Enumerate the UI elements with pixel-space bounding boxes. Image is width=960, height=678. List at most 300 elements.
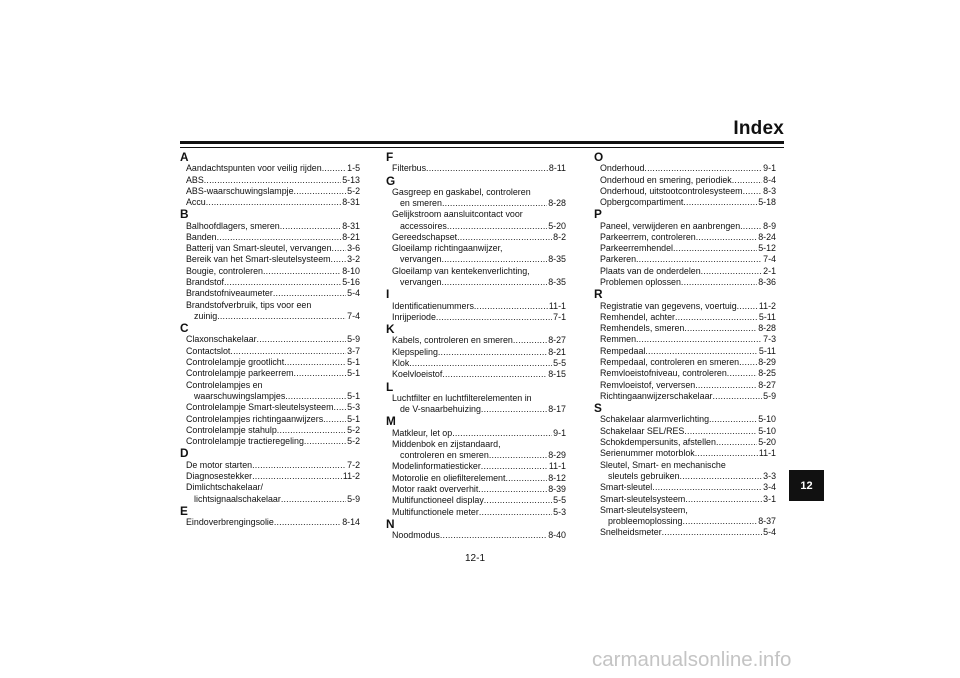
dot-leader: [252, 460, 346, 471]
dot-leader: [727, 368, 757, 379]
index-page-ref: 7-3: [763, 334, 776, 345]
index-letter-heading: F: [386, 150, 394, 164]
index-letter-heading: R: [594, 287, 603, 302]
index-entry-text: Rempedaal, controleren en smeren: [600, 357, 740, 368]
index-page-ref: 3-1: [763, 493, 776, 504]
dot-leader: [662, 527, 763, 538]
index-entry[interactable]: [594, 494, 776, 505]
index-entry[interactable]: [594, 232, 776, 243]
index-entry[interactable]: [386, 358, 566, 369]
index-entry[interactable]: [386, 484, 566, 495]
dot-leader: [695, 448, 758, 459]
index-entry-text: Remvloeistofniveau, controleren: [600, 368, 727, 379]
index-entry[interactable]: [386, 335, 566, 346]
index-page-ref: 5-1: [347, 413, 360, 424]
index-page-ref: 8-17: [548, 404, 566, 415]
index-entry[interactable]: [386, 369, 566, 380]
index-page-ref: 8-36: [758, 277, 776, 288]
index-entry-text: accessoires: [400, 220, 447, 231]
index-page-ref: 5-9: [347, 334, 360, 345]
index-page-ref: 11-1: [548, 461, 566, 472]
dot-leader: [739, 357, 757, 368]
index-page-ref: 3-7: [347, 345, 360, 356]
index-page-ref: 11-2: [342, 470, 360, 481]
index-page-ref: 11-2: [758, 300, 776, 311]
index-page-ref: 5-1: [347, 368, 360, 379]
index-page-ref: 8-35: [548, 277, 566, 288]
dot-leader: [478, 484, 547, 495]
dot-leader: [484, 495, 552, 506]
index-entry[interactable]: [594, 163, 776, 174]
index-entry-text: Brandstof: [186, 277, 224, 288]
index-page-ref: 5-11: [758, 345, 776, 356]
dot-leader: [481, 404, 547, 415]
index-letter-heading: G: [386, 173, 396, 188]
index-entry-text: Identificatienummers: [392, 300, 474, 311]
index-entry[interactable]: [386, 495, 566, 506]
dot-leader: [675, 312, 758, 323]
index-entry[interactable]: [594, 243, 776, 254]
dot-leader: [274, 517, 341, 528]
index-entry-text: Onderhoud: [600, 163, 645, 174]
index-entry[interactable]: [386, 232, 566, 243]
index-entry[interactable]: [180, 425, 360, 436]
index-entry-text: Multifunctionele meter: [392, 506, 479, 517]
index-entry[interactable]: [594, 414, 776, 425]
index-entry-text: Smart-sleutel: [600, 482, 653, 493]
index-column-3: [594, 151, 776, 539]
index-page-ref: 5-9: [347, 493, 360, 504]
index-entry[interactable]: [180, 391, 360, 402]
index-entry[interactable]: [386, 347, 566, 358]
index-entry[interactable]: [386, 507, 566, 518]
index-entry[interactable]: [180, 357, 360, 368]
dot-leader: [701, 266, 763, 277]
index-page-ref: 5-3: [553, 506, 566, 517]
dot-leader: [696, 232, 758, 243]
index-entry-text: Batterij van Smart-sleutel, vervangen: [186, 243, 332, 254]
index-entry-text: Dimlichtschakelaar/: [186, 482, 263, 493]
index-entry[interactable]: [180, 186, 360, 197]
dot-leader: [740, 221, 762, 232]
index-letter-heading: N: [386, 516, 395, 531]
index-entry-text: Multifunctioneel display: [392, 495, 484, 506]
index-page-ref: 5-1: [347, 390, 360, 401]
index-entry-text: Remmen: [600, 334, 637, 345]
index-page-ref: 8-28: [758, 323, 776, 334]
dot-leader: [685, 494, 762, 505]
dot-leader: [683, 197, 757, 208]
index-entry-text: Brandstofverbruik, tips voor een: [186, 299, 312, 310]
index-entry[interactable]: [180, 517, 360, 528]
index-entry[interactable]: [180, 402, 360, 413]
index-entry[interactable]: [594, 448, 776, 459]
dot-leader: [277, 425, 346, 436]
index-entry-text: Claxonschakelaar: [186, 334, 257, 345]
index-entry-text: Opbergcompartiment: [600, 197, 684, 208]
index-entry-text: Schakelaar SEL/RES: [600, 425, 685, 436]
index-page-ref: 8-39: [548, 484, 566, 495]
index-entry[interactable]: [386, 450, 566, 461]
dot-leader: [474, 301, 548, 312]
dot-leader: [636, 254, 762, 265]
index-entry-text: Noodmodus: [392, 530, 440, 541]
index-page-ref: 7-4: [347, 310, 360, 321]
index-entry-text: Remhendels, smeren: [600, 323, 685, 334]
index-entry-text: Kabels, controleren en smeren: [392, 335, 513, 346]
index-entry-text: de V-snaarbehuizing: [400, 404, 481, 415]
index-entry[interactable]: [180, 243, 360, 254]
index-entry[interactable]: [180, 232, 360, 243]
index-entry[interactable]: [594, 334, 776, 345]
dot-leader: [294, 368, 347, 379]
dot-leader: [441, 254, 547, 265]
index-entry[interactable]: [594, 266, 776, 277]
index-page-ref: 5-5: [553, 357, 566, 368]
header-rule-thin: [180, 147, 784, 148]
index-letter-heading: L: [386, 379, 394, 394]
dot-leader: [680, 471, 763, 482]
index-page-ref: 8-15: [548, 369, 566, 380]
index-page-ref: 5-16: [342, 277, 360, 288]
index-entry-text: Paneel, verwijderen en aanbrengen: [600, 220, 741, 231]
page-title: Index: [733, 118, 784, 139]
dot-leader: [644, 163, 762, 174]
index-entry-text: Luchtfilter en luchtfilterelementen in: [392, 392, 532, 403]
index-entry[interactable]: [386, 277, 566, 288]
index-page-ref: 5-5: [553, 495, 566, 506]
header-rule: [180, 141, 784, 144]
index-page-ref: 8-25: [758, 368, 776, 379]
index-entry[interactable]: [180, 471, 360, 482]
dot-leader: [206, 197, 342, 208]
index-entry-text: Gelijkstroom aansluitcontact voor: [392, 209, 523, 220]
index-page-ref: 9-1: [763, 163, 776, 174]
index-entry[interactable]: [180, 288, 360, 299]
dot-leader: [436, 312, 552, 323]
dot-leader: [333, 402, 346, 413]
dot-leader: [743, 186, 763, 197]
index-page-ref: 5-3: [347, 402, 360, 413]
index-entry[interactable]: [594, 221, 776, 232]
index-entry-text: Controlelampje Smart-sleutelsysteem: [186, 402, 334, 413]
index-page-ref: 5-4: [763, 527, 776, 538]
index-entry[interactable]: [386, 312, 566, 323]
index-entry-text: Gloeilamp van kentekenverlichting,: [392, 265, 530, 276]
dot-leader: [304, 436, 346, 447]
index-entry-text: Matkleur, let op: [392, 427, 453, 438]
dot-leader: [217, 232, 342, 243]
index-entry-text: Sleutel, Smart- en mechanische: [600, 459, 726, 470]
index-entry[interactable]: [594, 391, 776, 402]
dot-leader: [438, 347, 547, 358]
index-entry[interactable]: [180, 346, 360, 357]
index-page-ref: 5-9: [763, 390, 776, 401]
index-entry-text: Diagnosestekker: [186, 470, 253, 481]
index-page-ref: 8-29: [548, 450, 566, 461]
index-entry-text: Middenbok en zijstandaard,: [392, 438, 501, 449]
index-entry[interactable]: [386, 301, 566, 312]
index-page-ref: 3-3: [763, 470, 776, 481]
index-entry-text: Gasgreep en gaskabel, controleren: [392, 186, 531, 197]
dot-leader: [217, 311, 346, 322]
dot-leader: [684, 426, 757, 437]
index-page-ref: 5-10: [758, 414, 776, 425]
index-page-ref: 5-11: [758, 311, 776, 322]
watermark: carmanualsonline.info: [592, 648, 792, 671]
index-page-ref: 8-4: [763, 174, 776, 185]
index-entry[interactable]: [594, 254, 776, 265]
index-entry[interactable]: [180, 311, 360, 322]
index-entry-text: controleren en smeren: [400, 450, 489, 461]
index-entry[interactable]: [386, 254, 566, 265]
index-page-ref: 5-4: [347, 288, 360, 299]
index-page-ref: 8-31: [342, 220, 360, 231]
index-entry-text: Parkeren: [600, 254, 637, 265]
index-page-ref: 8-27: [758, 379, 776, 390]
index-entry-text: Bougie, controleren: [186, 265, 263, 276]
index-entry[interactable]: [594, 312, 776, 323]
dot-leader: [224, 277, 341, 288]
dot-leader: [652, 482, 762, 493]
dot-leader: [481, 461, 548, 472]
index-entry[interactable]: [594, 380, 776, 391]
index-entry[interactable]: [180, 494, 360, 505]
index-entry[interactable]: [594, 471, 776, 482]
index-entry-text: Koelvloeistof: [392, 369, 443, 380]
index-page-ref: 8-11: [548, 163, 566, 174]
index-column-2: [386, 151, 566, 541]
index-entry[interactable]: [386, 473, 566, 484]
index-entry-text: Controlelampje parkeerrem: [186, 368, 294, 379]
index-entry-text: Smart-sleutelsysteem,: [600, 504, 688, 515]
index-page-ref: 8-37: [758, 516, 776, 527]
index-entry-text: Richtingaanwijzerschakelaar: [600, 390, 713, 401]
index-entry-text: Klok: [392, 357, 410, 368]
dot-leader: [452, 428, 552, 439]
dot-leader: [263, 266, 341, 277]
dot-leader: [323, 414, 346, 425]
index-entry-text: Controlelampje stahulp: [186, 424, 277, 435]
index-entry-text: Inrijperiode: [392, 311, 436, 322]
index-letter-heading: K: [386, 322, 395, 337]
dot-leader: [681, 277, 757, 288]
index-entry-text: vervangen: [400, 254, 442, 265]
index-entry[interactable]: [594, 516, 776, 527]
dot-leader: [709, 414, 757, 425]
index-entry-text: Schokdempersunits, afstellen: [600, 437, 716, 448]
index-entry[interactable]: [594, 426, 776, 437]
index-page-ref: 5-2: [347, 185, 360, 196]
index-page-ref: 8-2: [553, 231, 566, 242]
dot-leader: [684, 323, 757, 334]
index-entry[interactable]: [594, 527, 776, 538]
dot-leader: [737, 301, 758, 312]
index-entry[interactable]: [386, 163, 566, 174]
index-page-ref: 5-10: [758, 425, 776, 436]
index-entry[interactable]: [594, 346, 776, 357]
index-entry-text: zuinig: [194, 310, 218, 321]
index-entry-text: Bereik van het Smart-sleutelsysteem: [186, 254, 331, 265]
dot-leader: [409, 358, 552, 369]
index-entry[interactable]: [386, 530, 566, 541]
index-entry-text: Accu: [186, 197, 206, 208]
chapter-tab[interactable]: 12: [789, 470, 824, 501]
index-entry-text: Controlelampjes en: [186, 379, 263, 390]
index-page-ref: 7-2: [347, 459, 360, 470]
index-entry-text: Onderhoud en smering, periodiek: [600, 174, 732, 185]
index-entry[interactable]: [180, 368, 360, 379]
page-number: 12-1: [465, 553, 486, 564]
index-entry[interactable]: [180, 334, 360, 345]
index-page-ref: 8-24: [758, 231, 776, 242]
index-entry-text: Eindoverbrengingsolie: [186, 517, 274, 528]
index-letter-heading: A: [180, 150, 189, 164]
index-entry-text: en smeren: [400, 198, 442, 208]
index-entry[interactable]: [594, 437, 776, 448]
index-page-ref: 7-1: [553, 311, 566, 322]
index-page-ref: 8-3: [763, 185, 776, 196]
index-entry[interactable]: [180, 254, 360, 265]
index-entry[interactable]: [180, 277, 360, 288]
index-entry-text: Remvloeistof, verversen: [600, 379, 696, 390]
dot-leader: [489, 450, 547, 461]
index-entry[interactable]: [594, 323, 776, 334]
index-entry-text: Remhendel, achter: [600, 311, 675, 322]
dot-leader: [294, 186, 347, 197]
index-entry[interactable]: [594, 301, 776, 312]
index-page-ref: 8-28: [548, 198, 566, 208]
index-entry[interactable]: [180, 163, 360, 174]
dot-leader: [442, 369, 547, 380]
index-letter-heading: S: [594, 401, 602, 416]
dot-leader: [280, 221, 342, 232]
index-page-ref: 8-10: [342, 265, 360, 276]
index-page-ref: 7-4: [763, 254, 776, 265]
index-letter-heading: P: [594, 207, 602, 222]
index-page-ref: 8-29: [758, 357, 776, 368]
index-page-ref: 5-2: [347, 436, 360, 447]
dot-leader: [447, 221, 547, 232]
index-letter-heading: I: [386, 287, 390, 302]
index-entry[interactable]: [594, 357, 776, 368]
dot-leader: [695, 380, 757, 391]
index-entry-text: Gereedschapset: [392, 231, 458, 242]
index-entry-text: Aandachtspunten voor veilig rijden: [186, 163, 322, 174]
index-page-ref: 8-35: [548, 254, 566, 265]
index-entry[interactable]: [180, 266, 360, 277]
dot-leader: [281, 494, 346, 505]
index-entry[interactable]: [386, 428, 566, 439]
dot-leader: [513, 335, 547, 346]
index-entry[interactable]: [594, 277, 776, 288]
index-entry-text: ABS: [186, 174, 204, 185]
dot-leader: [204, 175, 341, 186]
dot-leader: [252, 471, 342, 482]
dot-leader: [712, 391, 762, 402]
dot-leader: [683, 516, 758, 527]
dot-leader: [716, 437, 757, 448]
index-column-1: [180, 151, 360, 528]
index-letter-heading: E: [180, 503, 188, 518]
index-entry-text: Parkeerremhendel: [600, 243, 674, 254]
index-entry-text: Motor raakt oververhit: [392, 484, 479, 495]
index-entry-text: Schakelaar alarmverlichting: [600, 414, 710, 425]
index-entry-text: Klepspeling: [392, 346, 438, 357]
dot-leader: [331, 254, 347, 265]
index-letter-heading: M: [386, 414, 396, 429]
index-entry-text: Parkeerrem, controleren: [600, 231, 696, 242]
index-entry[interactable]: [180, 414, 360, 425]
index-entry[interactable]: [180, 460, 360, 471]
dot-leader: [284, 357, 346, 368]
index-entry-text: Banden: [186, 231, 217, 242]
dot-leader: [440, 530, 547, 541]
index-entry-text: Balhoofdlagers, smeren: [186, 220, 280, 231]
index-entry[interactable]: [594, 368, 776, 379]
index-page-ref: 5-12: [758, 243, 776, 254]
index-page-ref: 5-13: [342, 174, 360, 185]
index-letter-heading: C: [180, 321, 189, 336]
index-entry[interactable]: [594, 197, 776, 208]
index-entry-text: Filterbus: [392, 163, 427, 174]
index-page-ref: 9-1: [553, 427, 566, 438]
index-entry-text: Snelheidsmeter: [600, 527, 662, 538]
dot-leader: [732, 175, 762, 186]
dot-leader: [273, 288, 346, 299]
index-entry[interactable]: [594, 482, 776, 493]
dot-leader: [442, 198, 547, 209]
index-entry-text: sleutels gebruiken: [608, 470, 680, 481]
index-entry-text: Contactslot: [186, 345, 231, 356]
index-entry[interactable]: [594, 186, 776, 197]
index-entry-text: De motor starten: [186, 459, 253, 470]
index-page-ref: 8-9: [763, 220, 776, 231]
index-page-ref: 5-20: [758, 437, 776, 448]
dot-leader: [673, 243, 757, 254]
index-entry-text: Modelinformatiesticker: [392, 461, 481, 472]
index-page-ref: 8-31: [342, 197, 360, 208]
index-page-ref: 3-2: [347, 254, 360, 265]
index-letter-heading: O: [594, 150, 604, 164]
index-entry-text: Controlelampje grootlicht: [186, 357, 285, 368]
index-entry[interactable]: [180, 197, 360, 208]
index-entry[interactable]: [386, 221, 566, 232]
index-entry-text: Motorolie en oliefilterelement: [392, 472, 506, 483]
index-page-ref: 3-4: [763, 482, 776, 493]
index-entry-text: Brandstofniveaumeter: [186, 288, 273, 299]
index-entry[interactable]: [386, 198, 566, 209]
index-page-ref: 2-1: [763, 265, 776, 276]
index-page-ref: 8-21: [342, 231, 360, 242]
index-entry[interactable]: [594, 175, 776, 186]
index-entry[interactable]: [180, 221, 360, 232]
index-page-ref: 11-1: [758, 448, 776, 459]
index-entry-text: ABS-waarschuwingslampje: [186, 185, 294, 196]
dot-leader: [645, 346, 758, 357]
index-page-ref: 3-6: [347, 243, 360, 254]
index-entry[interactable]: [386, 461, 566, 472]
index-entry[interactable]: [180, 175, 360, 186]
index-entry[interactable]: [386, 404, 566, 415]
index-entry-text: Registratie van gegevens, voertuig: [600, 300, 737, 311]
index-entry-text: probleemoplossing: [608, 516, 683, 527]
index-page-ref: 5-1: [347, 357, 360, 368]
dot-leader: [505, 473, 547, 484]
dot-leader: [479, 507, 552, 518]
index-entry[interactable]: [180, 436, 360, 447]
index-letter-heading: B: [180, 207, 189, 222]
